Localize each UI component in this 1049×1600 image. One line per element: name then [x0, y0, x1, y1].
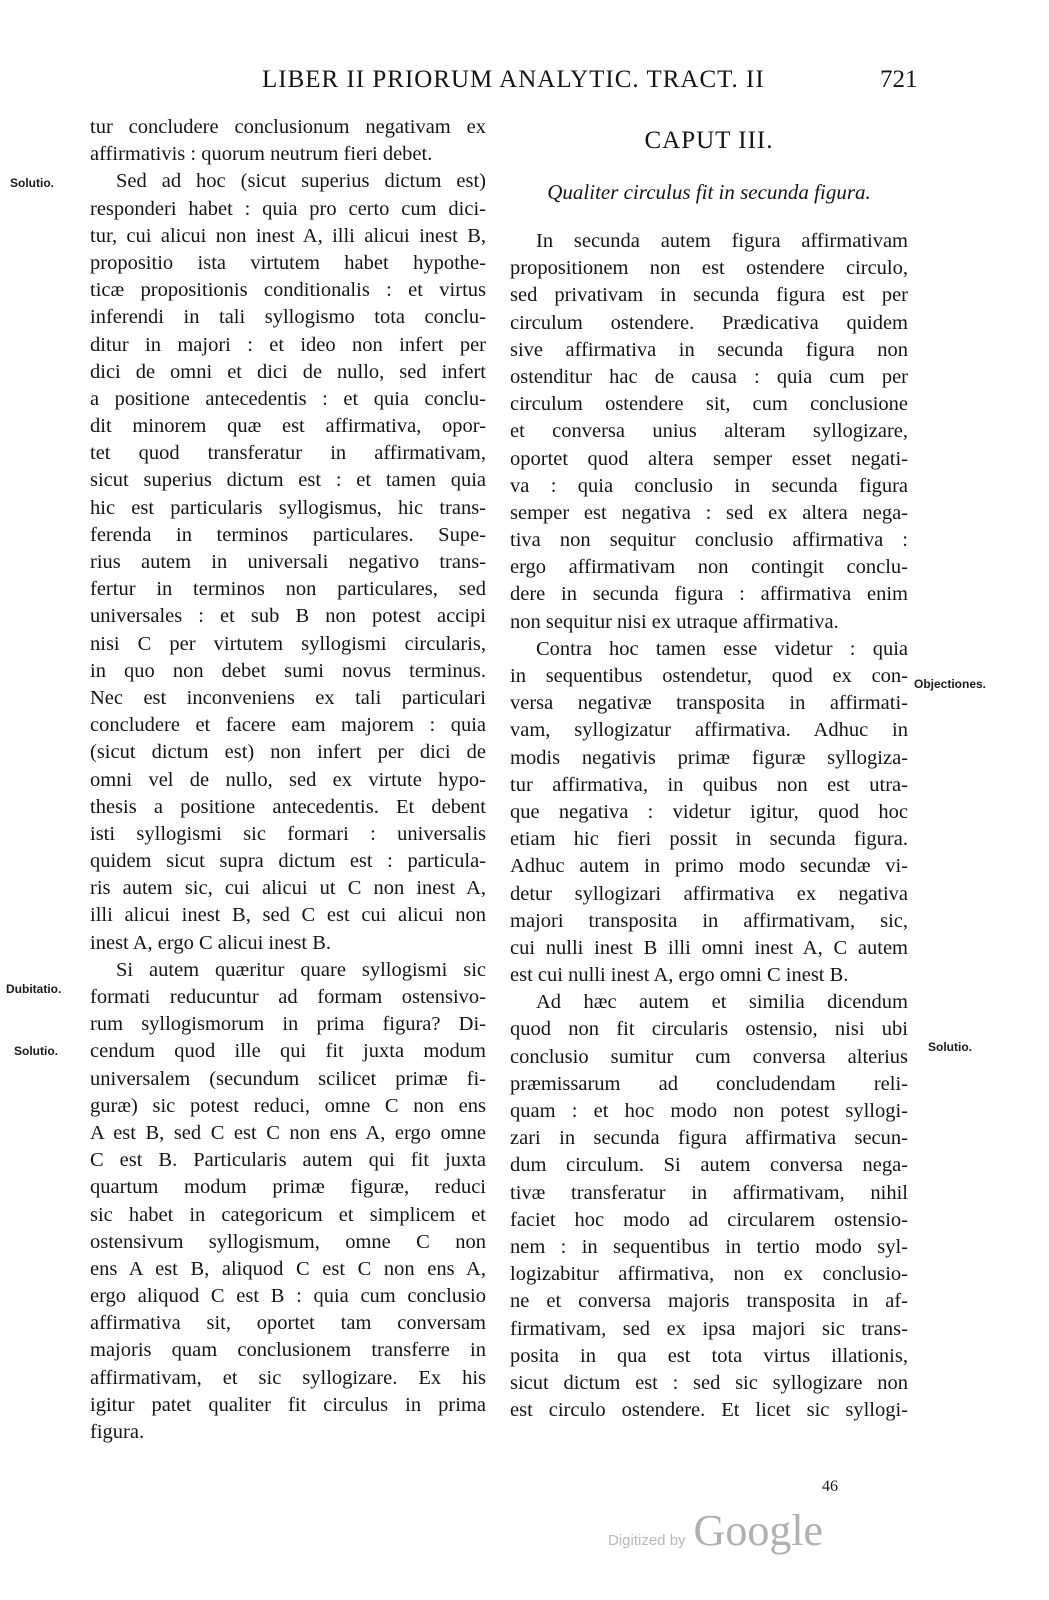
text-line: ne et conversa majoris transposita in af-: [510, 1290, 908, 1313]
text-line: cui nulli inest B illi omni inest A, C autem: [510, 936, 908, 959]
text-line: fertur in terminos non particulares, sed: [90, 578, 486, 601]
digitized-watermark: [608, 1505, 823, 1555]
text-line: Contra hoc tamen esse videtur : quia: [536, 637, 908, 660]
text-line: circulum ostendere. Prædicativa quidem: [510, 311, 908, 334]
text-line: ditur in majori : et ideo non infert per: [90, 333, 486, 356]
text-line: dit minorem quæ est affirmativa, opor-: [90, 415, 486, 438]
text-line: conclusio sumitur cum conversa alterius: [510, 1045, 908, 1068]
text-line: sicut superius dictum est : et tamen quia: [90, 469, 486, 492]
text-line: nem : in sequentibus in tertio modo syl-: [510, 1235, 908, 1258]
text-line: et conversa unius alteram syllogizare,: [510, 420, 908, 443]
text-line: zari in secunda figura affirmativa secun-: [510, 1127, 908, 1150]
text-line: ergo affirmativam non contingit conclu-: [510, 556, 908, 579]
text-line: dere in secunda figura : affirmativa enim: [510, 583, 908, 606]
text-line: In secunda autem figura affirmativam: [536, 230, 908, 252]
digitized-by-text: Digitized by: [608, 1532, 686, 1549]
text-line: sive affirmativa in secunda figura non: [510, 338, 908, 361]
text-line: hic est particularis syllogismus, hic trans-: [90, 496, 486, 519]
running-title: LIBER II PRIORUM ANALYTIC. TRACT. II: [262, 66, 765, 93]
text-line: propositio ista virtutem habet hypothe-: [90, 251, 486, 274]
text-line: non sequitur nisi ex utraque affirmativa.: [510, 610, 839, 633]
text-line: ticæ propositionis conditionalis : et virtus: [90, 279, 486, 302]
text-line: tet quod transferatur in affirmativam,: [90, 442, 486, 465]
text-line: propositionem non est ostendere circulo,: [510, 257, 908, 280]
text-line: circulum ostendere sit, cum conclusione: [510, 393, 908, 416]
text-line: quam : et hoc modo non potest syllogi-: [510, 1100, 908, 1122]
text-line: inferendi in tali syllogismo tota conclu-: [90, 306, 486, 329]
text-line: cendum quod ille qui fit juxta modum: [90, 1040, 486, 1063]
text-line: dum circulum. Si autem conversa nega-: [510, 1154, 908, 1177]
right-column: [510, 114, 908, 1424]
text-line: formati reducuntur ad formam ostensivo-: [90, 986, 486, 1008]
text-line: universalem (secundum scilicet primæ fi-: [90, 1067, 486, 1090]
text-line: ris autem sic, cui alicui ut C non inest A,: [90, 877, 486, 900]
text-line: ostenditur hac de causa : quia cum per: [510, 365, 908, 388]
text-line: (sicut dictum est) non infert per dici de: [90, 741, 486, 764]
text-line: quartum modum primæ figuræ, reduci: [90, 1176, 486, 1199]
text-line: Adhuc autem in primo modo secundæ vi-: [510, 855, 908, 878]
text-line: isti syllogismi sic formari : universalis: [90, 822, 486, 845]
text-line: sed privativam in secunda figura est per: [510, 284, 908, 307]
text-line: thesis a positione antecedentis. Et debent: [90, 795, 486, 818]
text-line: ens A est B, aliquod C est C non ens A,: [90, 1257, 486, 1280]
text-line: in quo non debet sumi novus terminus.: [90, 659, 486, 682]
text-line: A est B, sed C est C non ens A, ergo omne: [90, 1121, 486, 1144]
text-line: majoris quam conclusionem transferre in: [90, 1339, 486, 1362]
chapter-subtitle: Qualiter circulus fit in secunda figura.: [547, 180, 871, 204]
text-line: concludere et facere eam majorem : quia: [90, 714, 486, 737]
text-line: logizabitur affirmativa, non ex conclusio-: [510, 1263, 908, 1286]
text-line: quidem sicut supra dictum est : particula-: [90, 850, 486, 873]
text-line: majori transposita in affirmativam, sic,: [510, 909, 908, 932]
text-line: affirmativam, et sic syllogizare. Ex his: [90, 1366, 486, 1389]
text-line: universales : et sub B non potest accipi: [90, 605, 486, 628]
text-line: faciet hoc modo ad circularem ostensio-: [510, 1208, 908, 1231]
text-line: quod non fit circularis ostensio, nisi ubi: [510, 1018, 908, 1041]
margin-note-dubitatio: Dubitatio.: [6, 982, 62, 996]
margin-note-objectiones: Objectiones.: [914, 677, 987, 691]
text-line: oportet quod altera semper esset negati-: [510, 447, 908, 470]
margin-note-solutio-2: Solutio.: [14, 1044, 58, 1058]
text-line: vam, syllogizatur affirmativa. Adhuc in: [510, 719, 908, 742]
text-line: detur syllogizari affirmativa ex negativa: [510, 882, 908, 905]
text-line: rius autem in universali negativo trans-: [90, 551, 486, 573]
text-line: tur, cui alicui non inest A, illi alicui inest B,: [90, 224, 486, 247]
text-line: dici de omni et dici de nullo, sed infert: [90, 360, 486, 383]
text-line: est cui nulli inest A, ergo omni C inest B.: [510, 964, 849, 987]
text-line: sic habet in categoricum et simplicem et: [90, 1203, 486, 1226]
signature-mark: 46: [822, 1478, 838, 1495]
page-number: 721: [880, 66, 918, 93]
text-line: va : quia conclusio in secunda figura: [510, 474, 908, 497]
text-line: semper est negativa : sed ex altera nega-: [510, 501, 908, 524]
text-line: C est B. Particularis autem qui fit juxta: [90, 1149, 486, 1172]
text-line: nisi C per virtutem syllogismi circularis,: [90, 632, 486, 655]
text-line: versa negativæ transposita in affirmati-: [510, 692, 908, 715]
text-line: tur affirmativa, in quibus non est utra-: [510, 773, 908, 796]
text-line: ergo aliquod C est B : quia cum conclusio: [90, 1285, 486, 1308]
left-column: [90, 114, 486, 1446]
text-line: est circulo ostendere. Et licet sic syllogi-: [510, 1399, 908, 1422]
text-line: rum syllogismorum in prima figura? Di-: [90, 1013, 486, 1036]
text-line: guræ) sic potest reduci, omne C non ens: [90, 1094, 486, 1117]
google-logo: Google: [693, 1506, 824, 1555]
text-line: que negativa : videtur igitur, quod hoc: [510, 800, 908, 823]
text-line: in sequentibus ostendetur, quod ex con-: [510, 665, 908, 687]
text-line: tiva non sequitur conclusio affirmativa :: [510, 529, 908, 552]
text-line: figura.: [90, 1421, 145, 1443]
text-line: igitur patet qualiter fit circulus in prima: [90, 1393, 486, 1416]
text-line: Sed ad hoc (sicut superius dictum est): [116, 170, 486, 193]
text-line: posita in qua est tota virtus illationis,: [510, 1344, 908, 1367]
text-line: tur concludere conclusionum negativam ex: [90, 116, 486, 138]
text-line: illi alicui inest B, sed C est cui alicui non: [90, 904, 486, 927]
page-header: [0, 66, 1049, 106]
text-line: modis negativis primæ figuræ syllogiza-: [510, 746, 908, 769]
text-line: sicut dictum est : sed sic syllogizare non: [510, 1371, 908, 1394]
text-line: responderi habet : quia pro certo cum dici-: [90, 197, 486, 220]
text-line: præmissarum ad concludendam reli-: [510, 1072, 908, 1095]
text-line: ferenda in terminos particulares. Supe-: [90, 523, 486, 546]
text-line: affirmativa sit, oportet tam conversam: [90, 1312, 486, 1335]
text-line: Nec est inconveniens ex tali particulari: [90, 686, 486, 709]
text-line: Ad hæc autem et similia dicendum: [536, 991, 908, 1014]
text-line: affirmativis : quorum neutrum fieri debet.: [90, 143, 433, 166]
text-line: ostensivum syllogismum, omne C non: [90, 1230, 486, 1253]
text-line: tivæ transferatur in affirmativam, nihil: [510, 1181, 908, 1204]
text-line: inest A, ergo C alicui inest B.: [90, 931, 332, 954]
text-line: etiam hic fieri possit in secunda figura.: [510, 828, 908, 851]
margin-note-solutio: Solutio.: [10, 176, 54, 190]
text-line: firmativam, sed ex ipsa majori sic trans-: [510, 1317, 908, 1340]
text-line: a positione antecedentis : et quia conclu-: [90, 387, 486, 410]
text-line: omni vel de nullo, sed ex virtute hypo-: [90, 768, 486, 791]
margin-note-solutio-3: Solutio.: [928, 1040, 972, 1054]
chapter-title: CAPUT III.: [644, 127, 774, 154]
text-line: Si autem quæritur quare syllogismi sic: [116, 958, 486, 981]
